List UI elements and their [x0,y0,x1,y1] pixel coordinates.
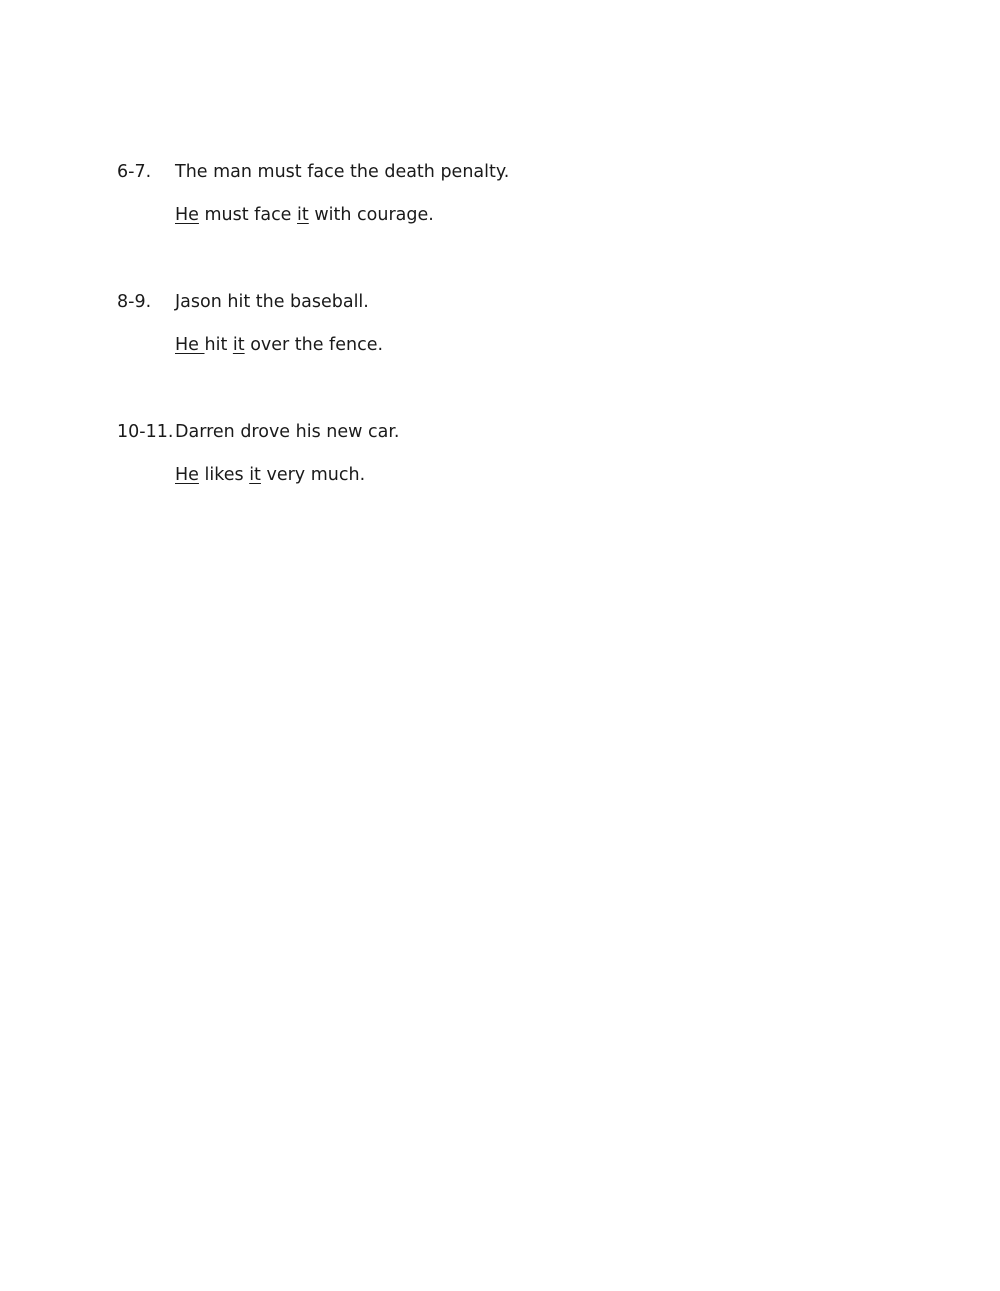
original-sentence: Jason hit the baseball. [175,292,369,312]
pronoun-sentence [175,333,383,357]
exercise-line-1 [117,420,917,444]
item-number: 10-11. [117,422,174,442]
sentence-text: over the fence. [244,335,384,355]
exercise-item-10-11 [117,420,917,487]
original-sentence: The man must face the death penalty. [175,162,510,182]
sentence-text: likes [198,465,250,485]
exercise-item-8-9 [117,290,917,357]
item-number: 6-7. [117,162,152,182]
underlined-pronoun: He [175,205,199,225]
exercise-line-2 [117,333,917,357]
sentence-text: with courage. [308,205,434,225]
sentence-text: must face [198,205,298,225]
item-number: 8-9. [117,292,152,312]
sentence-text: hit [204,335,233,355]
exercise-line-1 [117,290,917,314]
underlined-pronoun: it [232,335,245,355]
exercise-item-6-7 [117,160,917,227]
exercise-line-2 [117,203,917,227]
pronoun-sentence [175,203,434,227]
pronoun-sentence [175,463,365,487]
original-sentence: Darren drove his new car. [175,422,400,442]
underlined-pronoun: He [175,465,199,485]
underlined-pronoun: He [175,335,205,355]
exercise-line-2 [117,463,917,487]
underlined-pronoun: it [249,465,261,485]
underlined-pronoun: it [297,205,309,225]
exercise-line-1 [117,160,917,184]
sentence-text: very much. [260,465,366,485]
